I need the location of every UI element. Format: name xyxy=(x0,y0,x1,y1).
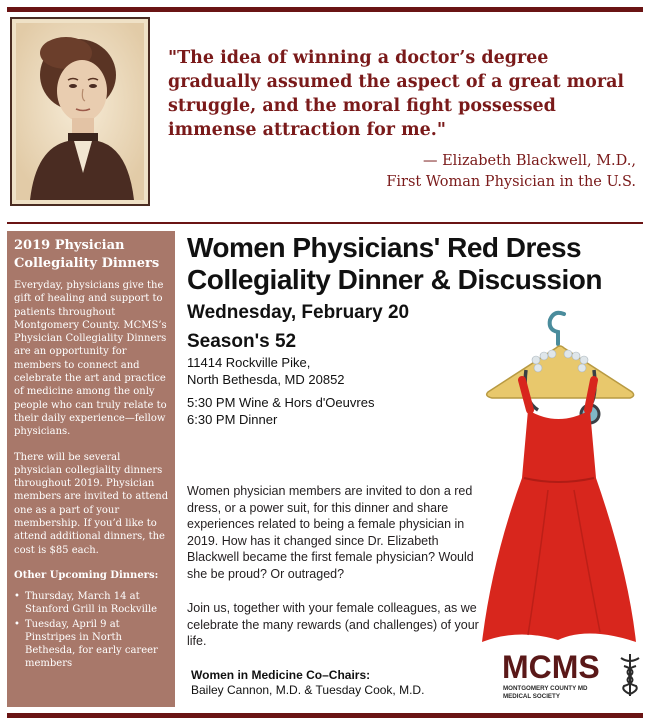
address-line-2: North Bethesda, MD 20852 xyxy=(187,372,345,387)
sidebar-paragraph-1: Everyday, physicians give the gift of healing and support to patients throughout Montgomery County. MCMS’s Physician Collegiality Dinners are an opportunity for members to connect and celebrate the art and practice of medicine among the only people who can truly relate to their daily experience—fellow physicians. xyxy=(14,280,167,438)
top-rule xyxy=(7,7,643,12)
portrait-icon xyxy=(16,23,144,200)
invitation-paragraph: Women physician members are invited to don a red dress, or a power suit, for this dinner and share experiences related to being a female physician in 2019. How has it changed since Dr. Elizabeth Blackwell became the first female physician? Would she be proud? Or outraged? xyxy=(187,484,474,581)
event-time-1: 5:30 PM Wine & Hors d'Oeuvres xyxy=(187,395,375,410)
caduceus-icon xyxy=(617,652,643,696)
quote-attribution xyxy=(216,151,636,193)
mcms-logo xyxy=(502,650,642,702)
red-dress-illustration xyxy=(478,310,638,650)
event-date: Wednesday, February 20 xyxy=(187,302,410,323)
list-item: • Thursday, March 14 at Stanford Grill in Rockville xyxy=(14,590,169,617)
attribution-line-1: — Elizabeth Blackwell, M.D., xyxy=(422,153,636,169)
blackwell-quote: "The idea of winning a doctor’s degree gradually assumed the aspect of a great moral struggle, and the moral fight possessed immense attraction for me." xyxy=(168,48,625,140)
event-time-2: 6:30 PM Dinner xyxy=(187,412,278,427)
logo-subtitle-2: MEDICAL SOCIETY xyxy=(503,693,560,700)
upcoming-dinners-heading: Other Upcoming Dinners: xyxy=(14,569,159,581)
list-item: • Tuesday, April 9 at Pinstripes in North Bethesda, for early career members xyxy=(14,618,169,671)
address-line-1: 11414 Rockville Pike, xyxy=(187,355,311,370)
upcoming-dinners-list xyxy=(14,590,169,671)
dress-icon xyxy=(478,310,638,650)
event-title: Women Physicians' Red Dress Collegiality Dinner & Discussion xyxy=(187,232,602,295)
attribution-line-2: First Woman Physician in the U.S. xyxy=(386,174,636,190)
co-chairs-names: Bailey Cannon, M.D. & Tuesday Cook, M.D. xyxy=(191,683,425,697)
sidebar-paragraph-2: There will be several physician collegiality dinners throughout 2019. Physician members are invited to attend one as a part of your membership. If you’d like to attend additional dinners, the cost is $85 each. xyxy=(14,451,169,556)
sidebar-title: 2019 Physician Collegiality Dinners xyxy=(14,238,160,271)
logo-wordmark: MCMS xyxy=(502,649,600,685)
co-chairs-heading: Women in Medicine Co–Chairs: xyxy=(191,668,371,682)
bottom-rule xyxy=(7,713,643,718)
event-venue: Season's 52 xyxy=(187,331,297,352)
logo-subtitle-1: MONTGOMERY COUNTY MD xyxy=(503,685,588,692)
join-paragraph: Join us, together with your female colleagues, as we celebrate the many rewards (and challenges) of your life. xyxy=(187,601,479,648)
portrait-photo xyxy=(10,17,150,206)
sidebar-panel xyxy=(7,231,175,707)
middle-rule xyxy=(7,222,643,224)
